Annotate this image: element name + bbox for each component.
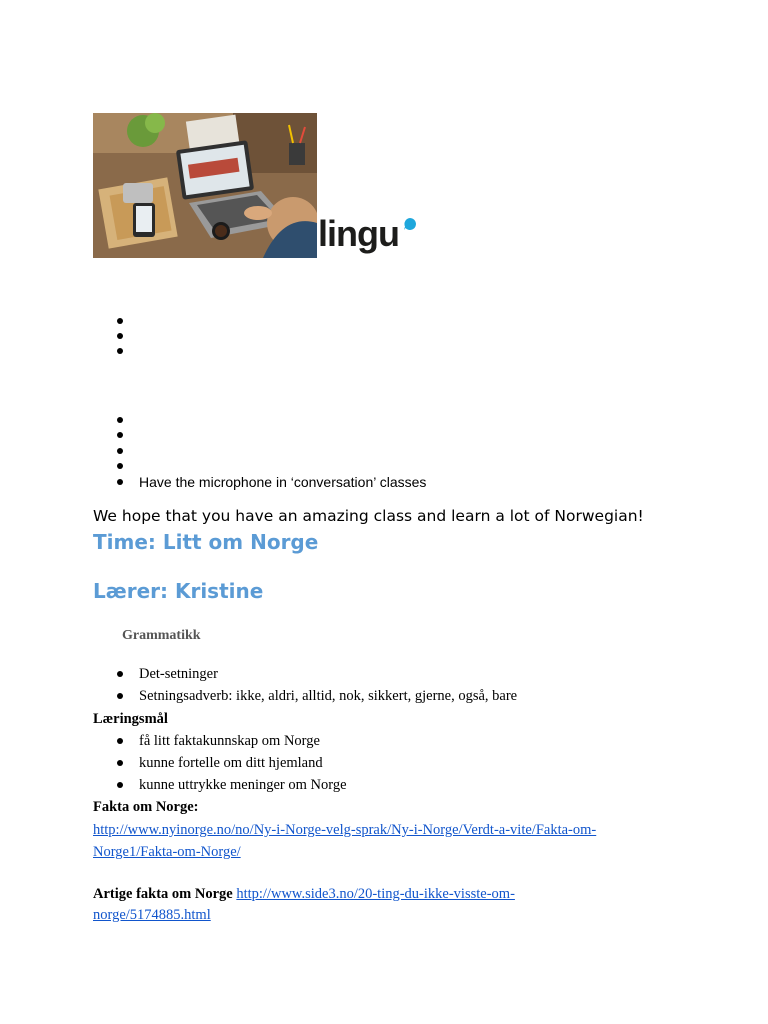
empty-bullet	[117, 448, 123, 454]
welcome-text: We hope that you have an amazing class and learn a lot of Norwegian!	[93, 507, 644, 525]
bullet	[117, 760, 123, 766]
empty-bullet	[117, 417, 123, 423]
goal-item: kunne fortelle om ditt hjemland	[139, 755, 323, 771]
empty-bullet	[117, 463, 123, 469]
goals-label: Læringsmål	[93, 711, 168, 727]
empty-bullet	[117, 333, 123, 339]
teacher-heading: Lærer: Kristine	[93, 579, 264, 603]
empty-bullet	[117, 348, 123, 354]
fun-facts-link-line2[interactable]: norge/5174885.html	[93, 907, 211, 923]
speech-bubble-icon	[404, 218, 416, 230]
fun-facts-row	[93, 883, 515, 905]
bullet	[117, 479, 123, 485]
header-photo	[93, 113, 317, 258]
bullet	[117, 738, 123, 744]
grammar-label: Grammatikk	[122, 628, 201, 643]
fun-facts-link-line1[interactable]: http://www.side3.no/20-ting-du-ikke-visste-om-	[236, 886, 515, 902]
grammar-item: Setningsadverb: ikke, aldri, alltid, nok, sikkert, gjerne, også, bare	[139, 688, 518, 704]
logo-text: lingu	[318, 213, 399, 254]
grammar-item: Det-setninger	[139, 666, 218, 682]
goal-item: kunne uttrykke meninger om Norge	[139, 777, 347, 793]
bullet	[117, 782, 123, 788]
facts-link-line1[interactable]: http://www.nyinorge.no/no/Ny-i-Norge-velg-sprak/Ny-i-Norge/Verdt-a-vite/Fakta-om-	[93, 822, 597, 838]
goal-item: få litt faktakunnskap om Norge	[139, 733, 320, 749]
facts-link[interactable]	[93, 819, 596, 863]
empty-bullet	[117, 432, 123, 438]
lingu-logo	[318, 214, 423, 260]
bullet	[117, 693, 123, 699]
facts-link-line2[interactable]: Norge1/Fakta-om-Norge/	[93, 844, 241, 860]
facts-label: Fakta om Norge:	[93, 799, 199, 815]
bullet	[117, 671, 123, 677]
fun-facts-label: Artige fakta om Norge	[93, 886, 233, 902]
lesson-title: Time: Litt om Norge	[93, 530, 319, 554]
list-item-microphone: Have the microphone in ‘conversation’ classes	[139, 474, 427, 490]
empty-bullet	[117, 318, 123, 324]
